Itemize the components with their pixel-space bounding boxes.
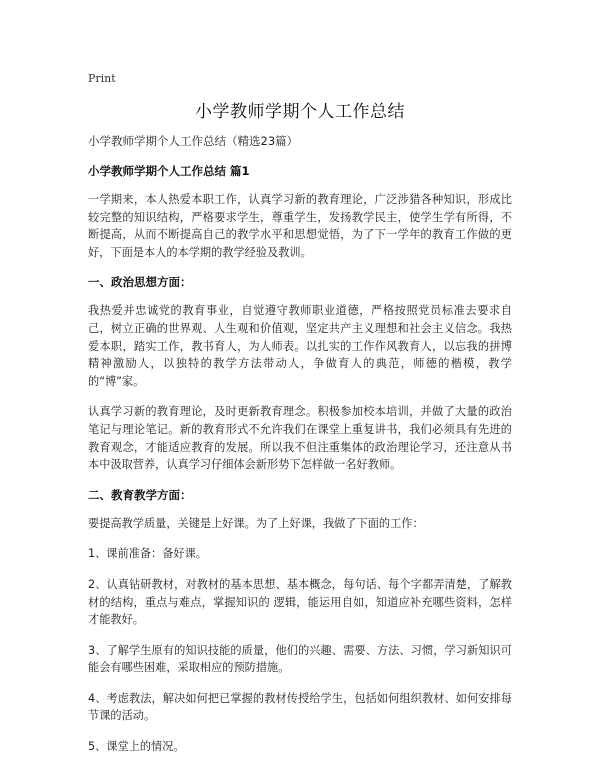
intro-paragraph: 一学期来，本人热爱本职工作，认真学习新的教育理论，广泛涉猎各种知识，形成比较完整的知识结构，严格要求学生，尊重学生，发扬教学民主，使学生学有所得，不断提高，从而不断提高自己的教学水平和思想觉悟，为了下一学年的教育工作做的更好，下面是本人的本学期的教学经验及教训。: [88, 193, 512, 259]
list-item: 5、课堂上的情况。: [88, 740, 185, 754]
politics-paragraph-2: 认真学习新的教育理论，及时更新教育理念。积极参加校本培训，并做了大量的政治笔记与理论笔记。新的教育形式不允许我们在课堂上重复讲书，我们必须具有先进的教育观念，才能适应教育的发展。所以我不但注重集体的政治理论学习，还注意从书本中汲取营养，认真学习仔细体会新形势下怎样做一名好教师。: [88, 405, 512, 472]
list-item: 2、认真钻研教材，对教材的基本思想、基本概念，每句话、每个字都弄清楚，了解教材的结构，重点与难点，掌握知识的 逻辑，能运用自如，知道应补充哪些资料，怎样才能教好。: [88, 577, 512, 627]
politics-paragraph-1: 我热爱并忠诚党的教育事业，自觉遵守教师职业道德，严格按照党员标准去要求自己，树立正确的世界观、人生观和价值观，坚定共产主义理想和社会主义信念。我热爱本职，踏实工作，教书育人，为人师表。以扎实的工作作风教育人，以忘我的拼博精神激励人，以独特的教学方法带动人，争做育人的典范，师德的楷模，教学的“博”家。: [88, 304, 512, 388]
list-item: 4、考虑教法，解决如何把已掌握的教材传授给学生，包括如何组织教材、如何安排每节课的活动。: [88, 691, 512, 723]
list-item: 3、了解学生原有的知识技能的质量，他们的兴趣、需要、方法、习惯，学习新知识可能会有哪些困难，采取相应的预防措施。: [88, 643, 512, 675]
document-body: [88, 133, 512, 769]
document-subtitle: 小学教师学期个人工作总结（精选23篇）: [88, 134, 299, 148]
section-heading-politics: 一、政治思想方面：: [88, 275, 192, 290]
page-title: 小学教师学期个人工作总结: [195, 102, 405, 122]
list-item: 1、课前准备：备好课。: [88, 547, 207, 561]
section-heading-teaching: 二、教育教学方面：: [88, 487, 192, 502]
article-heading: 小学教师学期个人工作总结 篇1: [88, 164, 250, 178]
print-link[interactable]: Print: [88, 72, 116, 85]
teaching-lead-paragraph: 要提高教学质量，关键是上好课。为了上好课，我做了下面的工作：: [88, 516, 424, 530]
